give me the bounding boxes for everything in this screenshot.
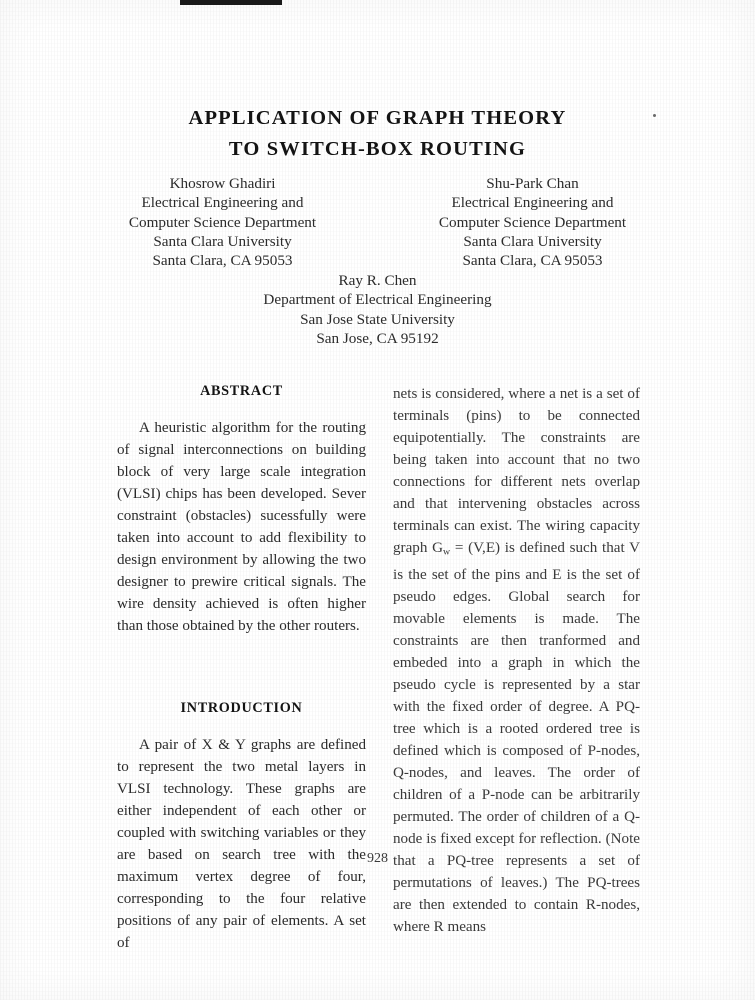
paper-title xyxy=(0,103,755,165)
abstract-body: A heuristic algorithm for the routing of signal interconnections on building block of very large scale integration (VLSI) chips has been developed. Sever constraint (obstacles) sucessfully were taken into account to add flexibility to design environment by allowing the two designer to prewire critical signals. The wire density achieved is often higher than those obtained by the other routers. xyxy=(117,420,366,634)
page-number: 928 xyxy=(367,851,388,866)
title-line-2: TO SWITCH-BOX ROUTING xyxy=(228,138,527,160)
author-affiliation-line: Santa Clara, CA 95053 xyxy=(462,252,603,270)
author-block-center xyxy=(0,271,755,348)
right-body-part-1: nets is considered, where a net is a set of terminals (pins) to be connected equipotentially. The constraints are being taken into account that no two connections for different nets overlap and that intervening obstacles across terminals can exist. The wiring capacity graph G xyxy=(393,386,640,556)
scan-artifact-bar xyxy=(180,0,282,5)
author-affiliation-line: Santa Clara, CA 95053 xyxy=(152,252,293,270)
author-affiliation-line: Santa Clara University xyxy=(463,232,602,250)
author-affiliation-line: Department of Electrical Engineering xyxy=(263,291,492,309)
column-right xyxy=(393,383,640,954)
title-line-1: APPLICATION OF GRAPH THEORY xyxy=(188,107,567,129)
author-affiliation-line: San Jose, CA 95192 xyxy=(316,329,439,347)
abstract-heading: ABSTRACT xyxy=(200,383,283,399)
author-affiliation-line: Computer Science Department xyxy=(128,213,317,231)
graph-subscript: w xyxy=(443,546,451,558)
author-name: Ray R. Chen xyxy=(338,272,417,289)
author-block-left xyxy=(95,174,350,270)
author-name: Shu-Park Chan xyxy=(486,175,579,192)
author-affiliation-line: San Jose State University xyxy=(300,310,455,328)
author-affiliation-line: Electrical Engineering and xyxy=(141,194,304,212)
author-affiliation-line: Computer Science Department xyxy=(438,213,627,231)
author-row xyxy=(95,174,660,270)
author-block-right xyxy=(405,174,660,270)
column-left xyxy=(117,383,366,954)
body-columns xyxy=(117,383,640,954)
introduction-body: A pair of X & Y graphs are defined to represent the two metal layers in VLSI technology. These graphs are either independent of each other or coupled with switching variables or they are based on search tree with the maximum vertex degree of four, corresponding to the four relative positions of any pair of elements. A set of xyxy=(117,737,366,951)
right-body-part-2: = (V,E) is defined such that V is the set of the pins and E is the set of pseudo edges. Global search for movable elements is made. The constraints are then tranformed and embeded into a graph in which the pseudo cycle is represented by a star with the fixed order of degree. A PQ-tree which is a rooted ordered tree is defined which is composed of P-nodes, Q-nodes, and leaves. The order of children of a P-node can be arbitrarily permuted. The order of children of a Q-node is fixed except for reflection. (Note that a PQ-tree represents a set of permutations of leaves.) The PQ-trees are then extended to contain R-nodes, where R means xyxy=(393,540,641,935)
author-name: Khosrow Ghadiri xyxy=(169,175,276,192)
author-affiliation-line: Electrical Engineering and xyxy=(451,194,614,212)
author-affiliation-line: Santa Clara University xyxy=(153,232,292,250)
introduction-heading: INTRODUCTION xyxy=(180,700,303,716)
